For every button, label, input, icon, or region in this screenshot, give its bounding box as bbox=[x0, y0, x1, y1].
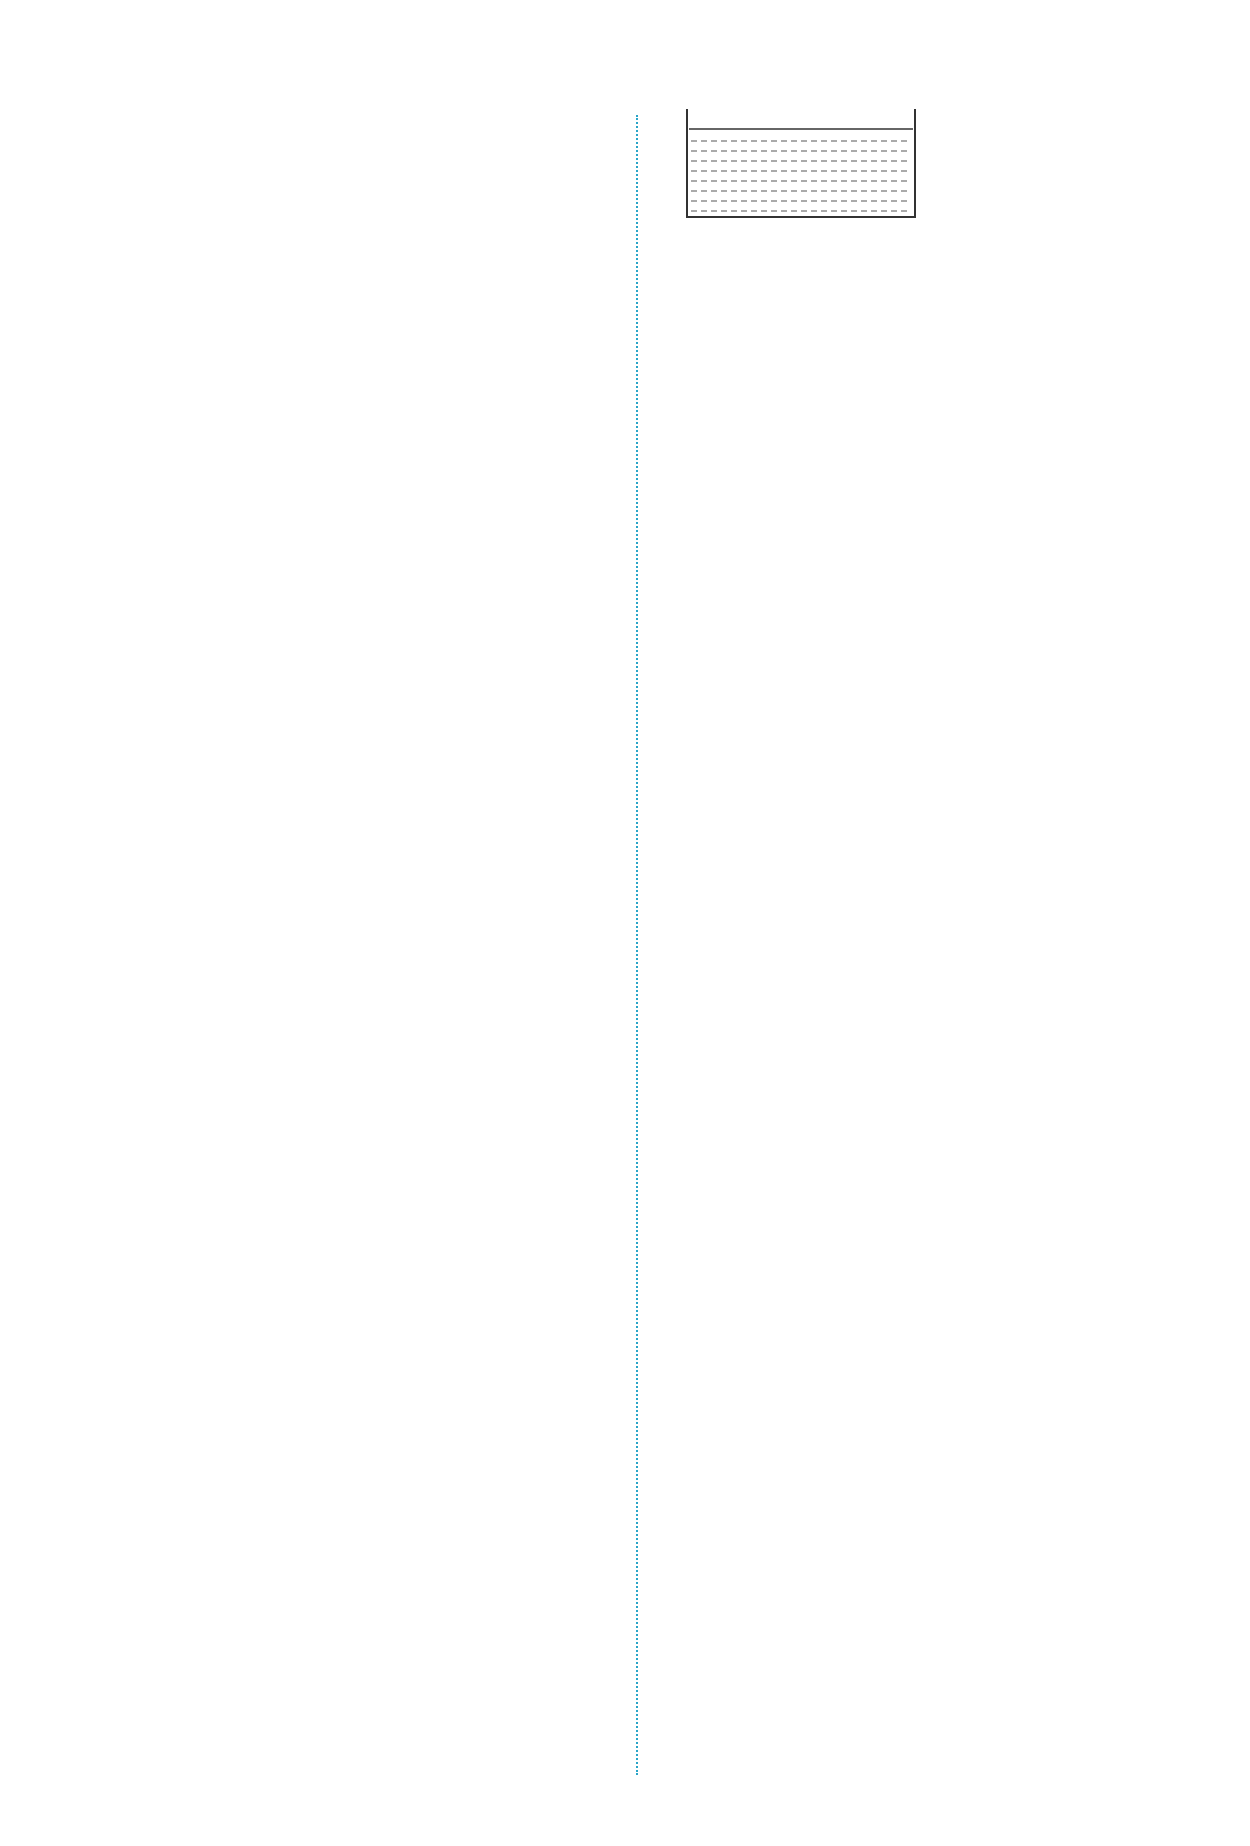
right-column bbox=[657, 95, 1167, 305]
tizu-item-2 bbox=[102, 143, 610, 191]
left-column bbox=[102, 95, 610, 191]
air-water-interface-diagram bbox=[687, 109, 915, 217]
phospholipid-figure bbox=[657, 95, 1167, 265]
tizu-item-1 bbox=[102, 95, 610, 143]
phospholipid-diagram bbox=[657, 95, 1167, 225]
column-divider bbox=[636, 115, 638, 1775]
